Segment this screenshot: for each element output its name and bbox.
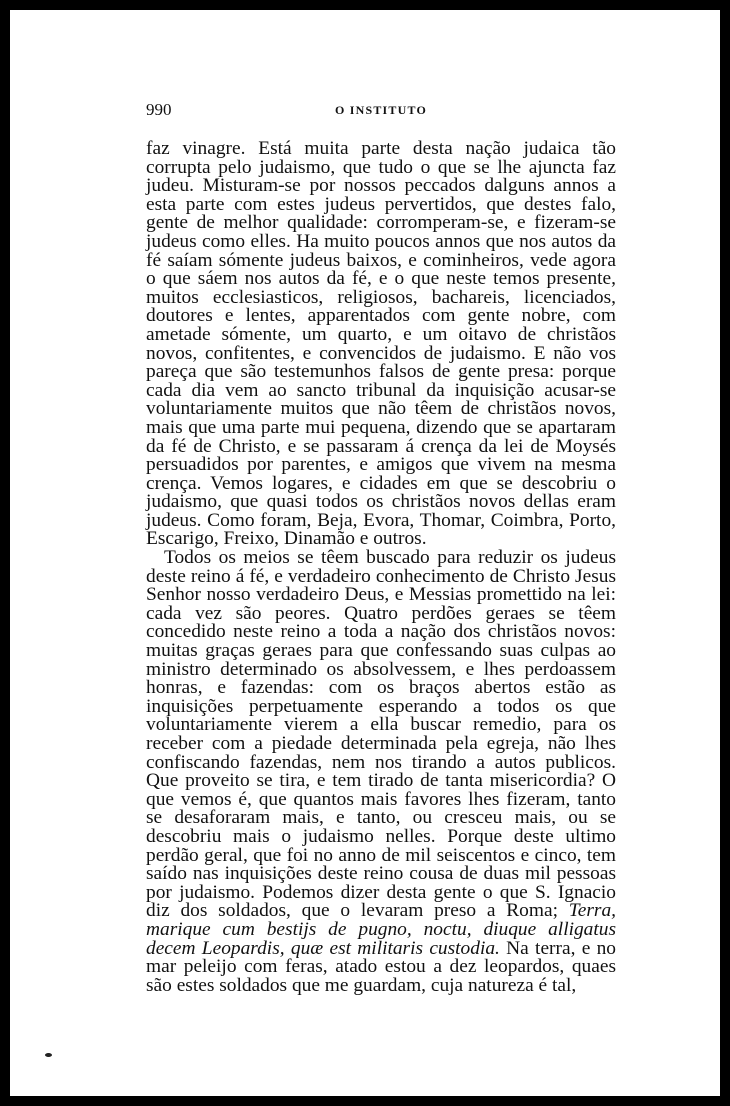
ink-speck: [45, 1053, 52, 1057]
page-header: [146, 100, 616, 124]
latin-quote: Terra, marique cum bestijs de pugno, noctu, diuque alligatus decem Leopardis, quæ est militaris custodia.: [146, 900, 616, 959]
paragraph-text: Todos os meios se têem buscado para reduzir os judeus deste reino á fé, e verdadeiro conhecimento de Christo Jesus Senhor nosso verdadeiro Deus, e Messias promettido na lei: cada vez são peores. Quatro perdões geraes se têem concedido neste reino a toda a nação dos christãos novos: muitas graças geraes para que confessando suas culpas ao ministro determinado os absolvessem, e lhes perdoassem honras, e fazendas: com os braços abertos estão as inquisições perpetuamente esperando a todos os que voluntariamente vierem a ella buscar remedio, para os receber com a piedade determinada pela egreja, não lhes confiscando fazendas, nem nos tirando a autos publicos. Que proveito se tira, e tem tirado de tanta misericordia? O que vemos é, que quantos mais favores lhes fizeram, tanto se desaforaram mais, e tanto, ou cresceu mais, ou se descobriu mais o judaismo nelles. Porque deste ultimo perdão geral, que foi no anno de mil seiscentos e cinco, tem saído nas inquisições deste reino cousa de duas mil pessoas por judaismo. Podemos dizer desta gente o que S. Ignacio diz dos soldados, que o levaram preso a Roma;: [146, 547, 616, 922]
paragraph-text: Na terra, e no mar peleijo com feras, atado estou a dez leopardos, quaes são estes soldados que me guardam, cuja natureza é tal,: [146, 937, 616, 996]
body-text: [146, 140, 616, 995]
page-number: 990: [146, 100, 172, 119]
running-title: O INSTITUTO: [334, 103, 427, 117]
paragraph: faz vinagre. Está muita parte desta nação judaica tão corrupta pelo judaismo, que tudo o que se lhe ajuncta faz judeu. Misturam-se por nossos peccados dalguns annos a esta parte com estes judeus pervertidos, que destes falo, gente de melhor qualidade: corromperam-se, e fizeram-se judeus como elles. Ha muito poucos annos que nos autos da fé saíam sómente judeus baixos, e cominheiros, vede agora o que sáem nos autos da fé, e o que neste temos presente, muitos ecclesiasticos, religiosos, bachareis, licenciados, doutores e lentes, apparentados com gente nobre, com ametade sómente, um quarto, e um oitavo de christãos novos, confitentes, e convencidos de judaismo. E não vos pareça que são testemunhos falsos de gente presa: porque cada dia vem ao sancto tribunal da inquisição acusar-se voluntariamente muitos que não têem de christãos novos, mais que uma parte mui pequena, dizendo que se apartaram da fé de Christo, e se passaram á crença da lei de Moysés persuadidos por parentes, e amigos que vivem na mesma crença. Vemos logares, e cidades em que se descobriu o judaismo, que quasi todos os christãos novos dellas eram judeus. Como foram, Beja, Evora, Thomar, Coimbra, Porto, Escarigo, Freixo, Dinamão e outros.: [146, 138, 616, 550]
paragraph: [146, 549, 616, 995]
book-page: [10, 10, 720, 1096]
